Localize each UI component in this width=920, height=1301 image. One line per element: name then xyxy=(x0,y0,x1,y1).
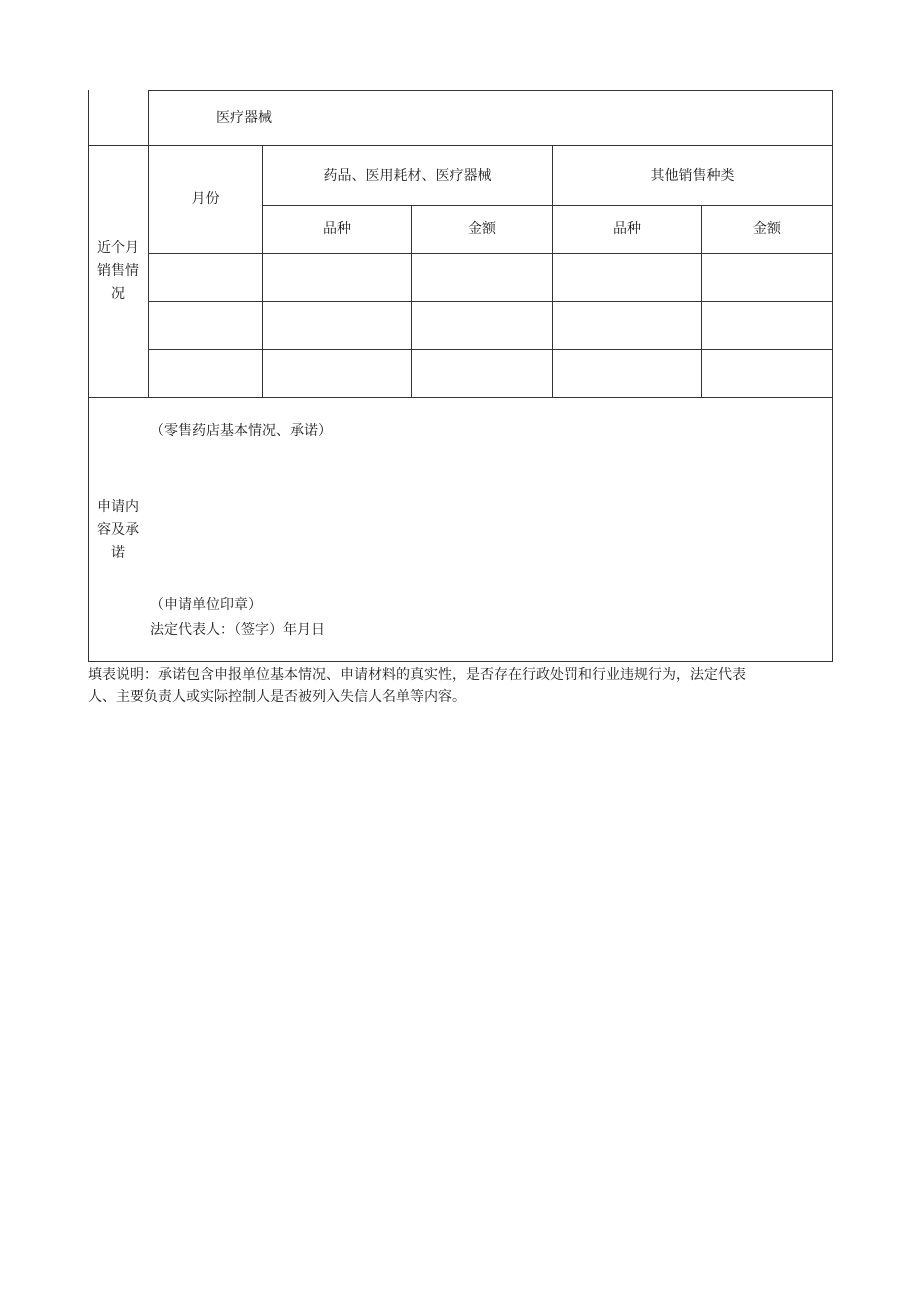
application-hint: （零售药店基本情况、承诺） xyxy=(150,423,332,439)
signature-line: 法定代表人：（签字）年月日 xyxy=(150,622,325,638)
seal-line: （申请单位印章） xyxy=(150,597,262,613)
table-line xyxy=(832,90,833,662)
drugs-group-header: 药品、医用耗材、医疗器械 xyxy=(323,168,492,184)
sales-section-label xyxy=(88,237,148,306)
amount-header: 金额 xyxy=(468,221,496,237)
table-line xyxy=(88,145,833,146)
variety-header: 品种 xyxy=(323,221,351,237)
sales-label-line: 销售情 xyxy=(97,263,139,279)
table-line xyxy=(88,90,89,662)
table-line xyxy=(88,397,833,398)
sales-label-line: 况 xyxy=(111,286,125,302)
month-header: 月份 xyxy=(191,191,220,207)
filling-instructions xyxy=(88,664,833,708)
table-line xyxy=(148,90,833,91)
amount-header: 金额 xyxy=(753,221,781,237)
note-line: 填表说明：承诺包含申报单位基本情况、申请材料的真实性，是否存在行政处罚和行业违规行为，法定代表 xyxy=(88,667,746,683)
application-label-line: 容及承 xyxy=(97,522,139,538)
application-label-line: 诺 xyxy=(111,545,125,561)
variety-header: 品种 xyxy=(613,221,641,237)
table-line xyxy=(148,301,833,302)
table-line xyxy=(148,90,149,398)
note-line: 人、主要负责人或实际控制人是否被列入失信人名单等内容。 xyxy=(88,689,466,705)
table-line xyxy=(148,253,833,254)
application-label-line: 申请内 xyxy=(97,499,139,515)
application-section-label xyxy=(88,496,148,565)
other-group-header: 其他销售种类 xyxy=(650,168,735,184)
device-row-label: 医疗器械 xyxy=(216,110,272,126)
table-line xyxy=(88,661,833,662)
sales-label-line: 近个月 xyxy=(97,240,139,256)
table-line xyxy=(148,349,833,350)
table-line xyxy=(262,205,833,206)
